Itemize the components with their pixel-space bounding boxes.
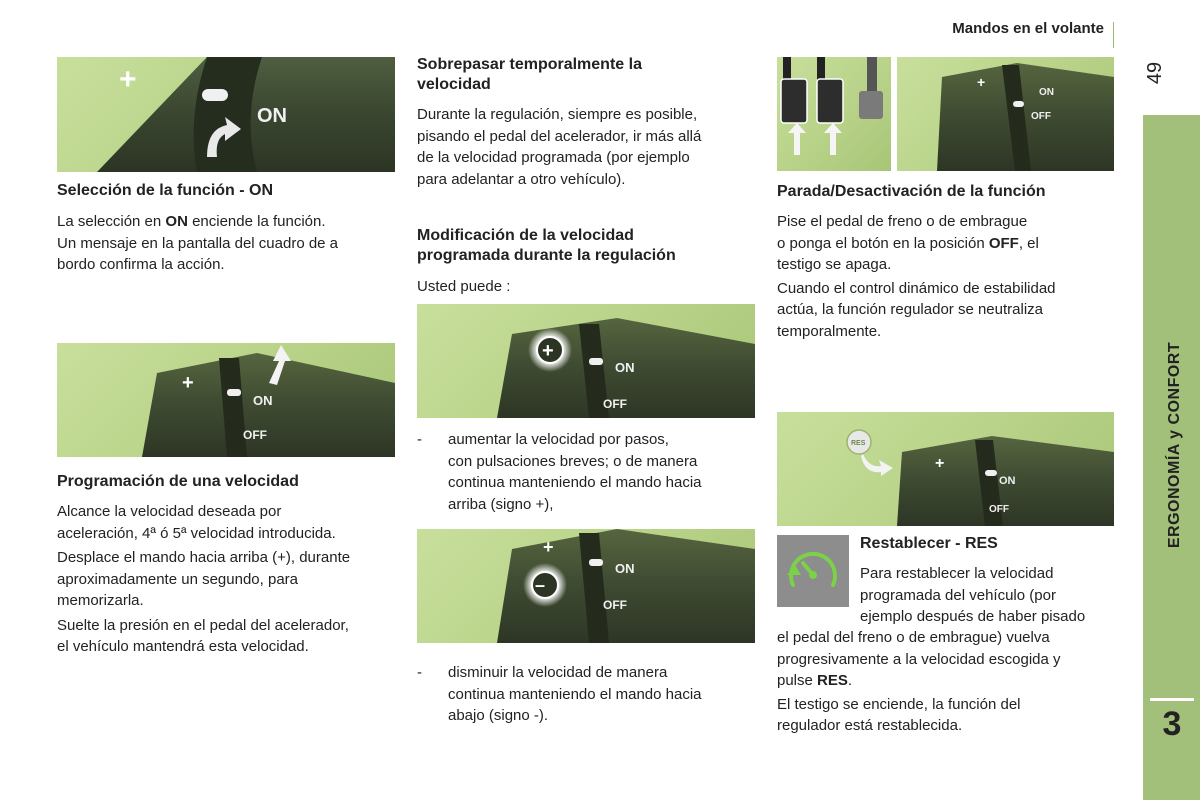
plus-label: +	[542, 340, 554, 362]
section-text-program: Alcance la velocidad deseada por aceleración, 4ª ó 5ª velocidad introducida. Desplace el mando hacia arriba (+), durante aproximadamente un segundo, para memorizarla. Suelte la presión en el pedal del acelerador, el vehículo mantendrá esta velocidad.	[57, 503, 351, 655]
chapter-label: ERGONOMÍA y CONFORT	[1166, 341, 1183, 549]
off-label: OFF	[243, 428, 267, 442]
off-label: OFF	[603, 598, 627, 612]
plus-label: +	[119, 63, 137, 96]
section-text-res: el pedal del freno o de embrague) vuelva progresivamente a la velocidad escogida y pulse RES. El testigo se enciende, la función del regulador está restablecida.	[777, 629, 1061, 734]
on-label: ON	[615, 561, 635, 576]
plus-label: +	[977, 74, 986, 90]
illustration-pedals	[777, 57, 891, 171]
plus-label: +	[182, 372, 194, 394]
section-text-on: La selección en ON enciende la función. Un mensaje en la pantalla del cuadro de a bordo confirma la acción.	[57, 213, 339, 273]
chapter-divider	[1150, 698, 1194, 701]
section-title-override: Sobrepasar temporalmente la velocidad	[417, 56, 642, 93]
chapter-number: 3	[1162, 705, 1182, 743]
illustration-stalk-res	[777, 412, 1114, 526]
plus-label: +	[543, 537, 554, 557]
section-title-modify: Modificación de la velocidad programada durante la regulación	[417, 227, 676, 264]
plus-label: +	[935, 455, 945, 472]
section-text-res-indented: Para restablecer la velocidad programada del vehículo (por ejemplo después de haber pisado	[860, 565, 1086, 625]
res-label: RES	[851, 440, 866, 447]
illustration-stalk-off	[897, 57, 1114, 171]
off-label: OFF	[603, 397, 627, 411]
section-text-override: Durante la regulación, siempre es posible, pisando el pedal del acelerador, ir más allá de la velocidad programada (por ejemplo para adelantar a otro vehículo).	[417, 106, 702, 188]
illustration-stalk-plus	[417, 304, 755, 418]
section-title-res: Restablecer - RES	[860, 535, 998, 552]
illustration-stalk-minus	[417, 529, 755, 643]
section-title-off: Parada/Desactivación de la función	[777, 183, 1046, 200]
on-label: ON	[257, 105, 287, 127]
section-title-program: Programación de una velocidad	[57, 473, 299, 490]
section-intro-modify: Usted puede :	[417, 278, 511, 295]
running-header: Mandos en el volante	[952, 20, 1104, 37]
on-label: ON	[999, 475, 1016, 487]
speedometer-icon	[777, 535, 849, 607]
header-divider	[1113, 22, 1114, 48]
on-label: ON	[253, 393, 273, 408]
on-label: ON	[1039, 87, 1054, 98]
off-label: OFF	[989, 504, 1009, 515]
section-title-on: Selección de la función - ON	[57, 182, 274, 199]
page-number: 49	[1144, 61, 1166, 85]
off-label: OFF	[1031, 111, 1051, 122]
illustration-stalk-program	[57, 343, 395, 457]
chapter-label-box	[1160, 200, 1190, 690]
minus-label: –	[535, 575, 546, 595]
on-label: ON	[615, 360, 635, 375]
section-text-off: Pise el pedal de freno o de embrague o ponga el botón en la posición OFF, el testigo se apaga. Cuando el control dinámico de estabilidad actúa, la función regulador se neutraliza temporalmente.	[777, 213, 1056, 340]
illustration-stalk-on	[57, 57, 395, 172]
